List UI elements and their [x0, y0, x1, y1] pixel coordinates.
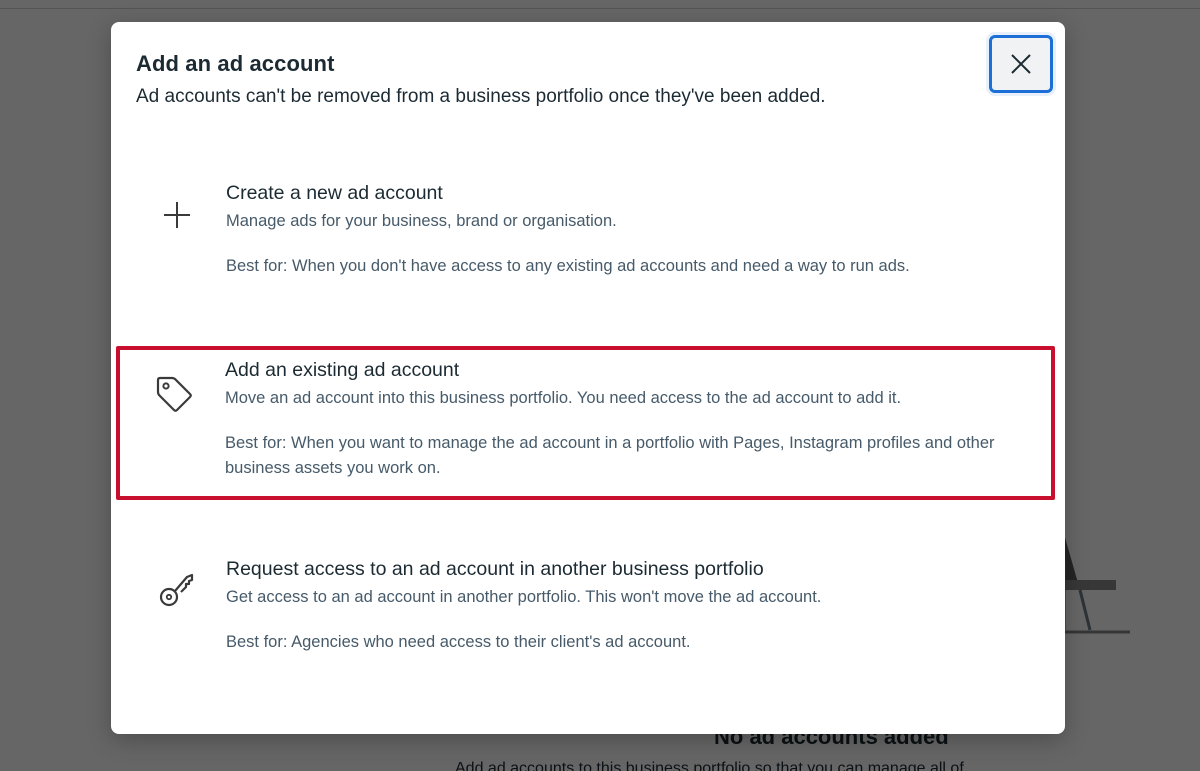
option-best-for: Best for: When you don't have access to any existing ad accounts and need a way to run ads. — [226, 257, 910, 275]
option-title: Add an existing ad account — [225, 359, 460, 381]
dialog-subtitle: Ad accounts can't be removed from a business portfolio once they've been added. — [136, 86, 826, 107]
tag-icon — [154, 374, 194, 414]
close-icon — [1010, 53, 1032, 75]
option-add-existing-ad-account[interactable] — [116, 346, 1055, 500]
option-best-for: Best for: When you want to manage the ad account in a portfolio with Pages, Instagram profiles and other business assets you work on. — [225, 434, 995, 477]
option-title: Request access to an ad account in another business portfolio — [226, 558, 764, 580]
key-icon — [157, 569, 197, 609]
option-request-access-ad-account[interactable] — [117, 550, 1057, 660]
close-button[interactable] — [989, 35, 1053, 93]
add-ad-account-dialog — [111, 22, 1065, 734]
option-description: Move an ad account into this business portfolio. You need access to the ad account to add it. — [225, 389, 902, 407]
option-best-for: Best for: Agencies who need access to their client's ad account. — [226, 633, 691, 651]
option-description: Manage ads for your business, brand or organisation. — [226, 212, 617, 230]
option-description: Get access to an ad account in another portfolio. This won't move the ad account. — [226, 588, 822, 606]
option-create-new-ad-account[interactable] — [117, 172, 1057, 292]
dialog-title: Add an ad account — [136, 51, 335, 76]
plus-icon — [157, 195, 197, 235]
option-title: Create a new ad account — [226, 182, 443, 204]
